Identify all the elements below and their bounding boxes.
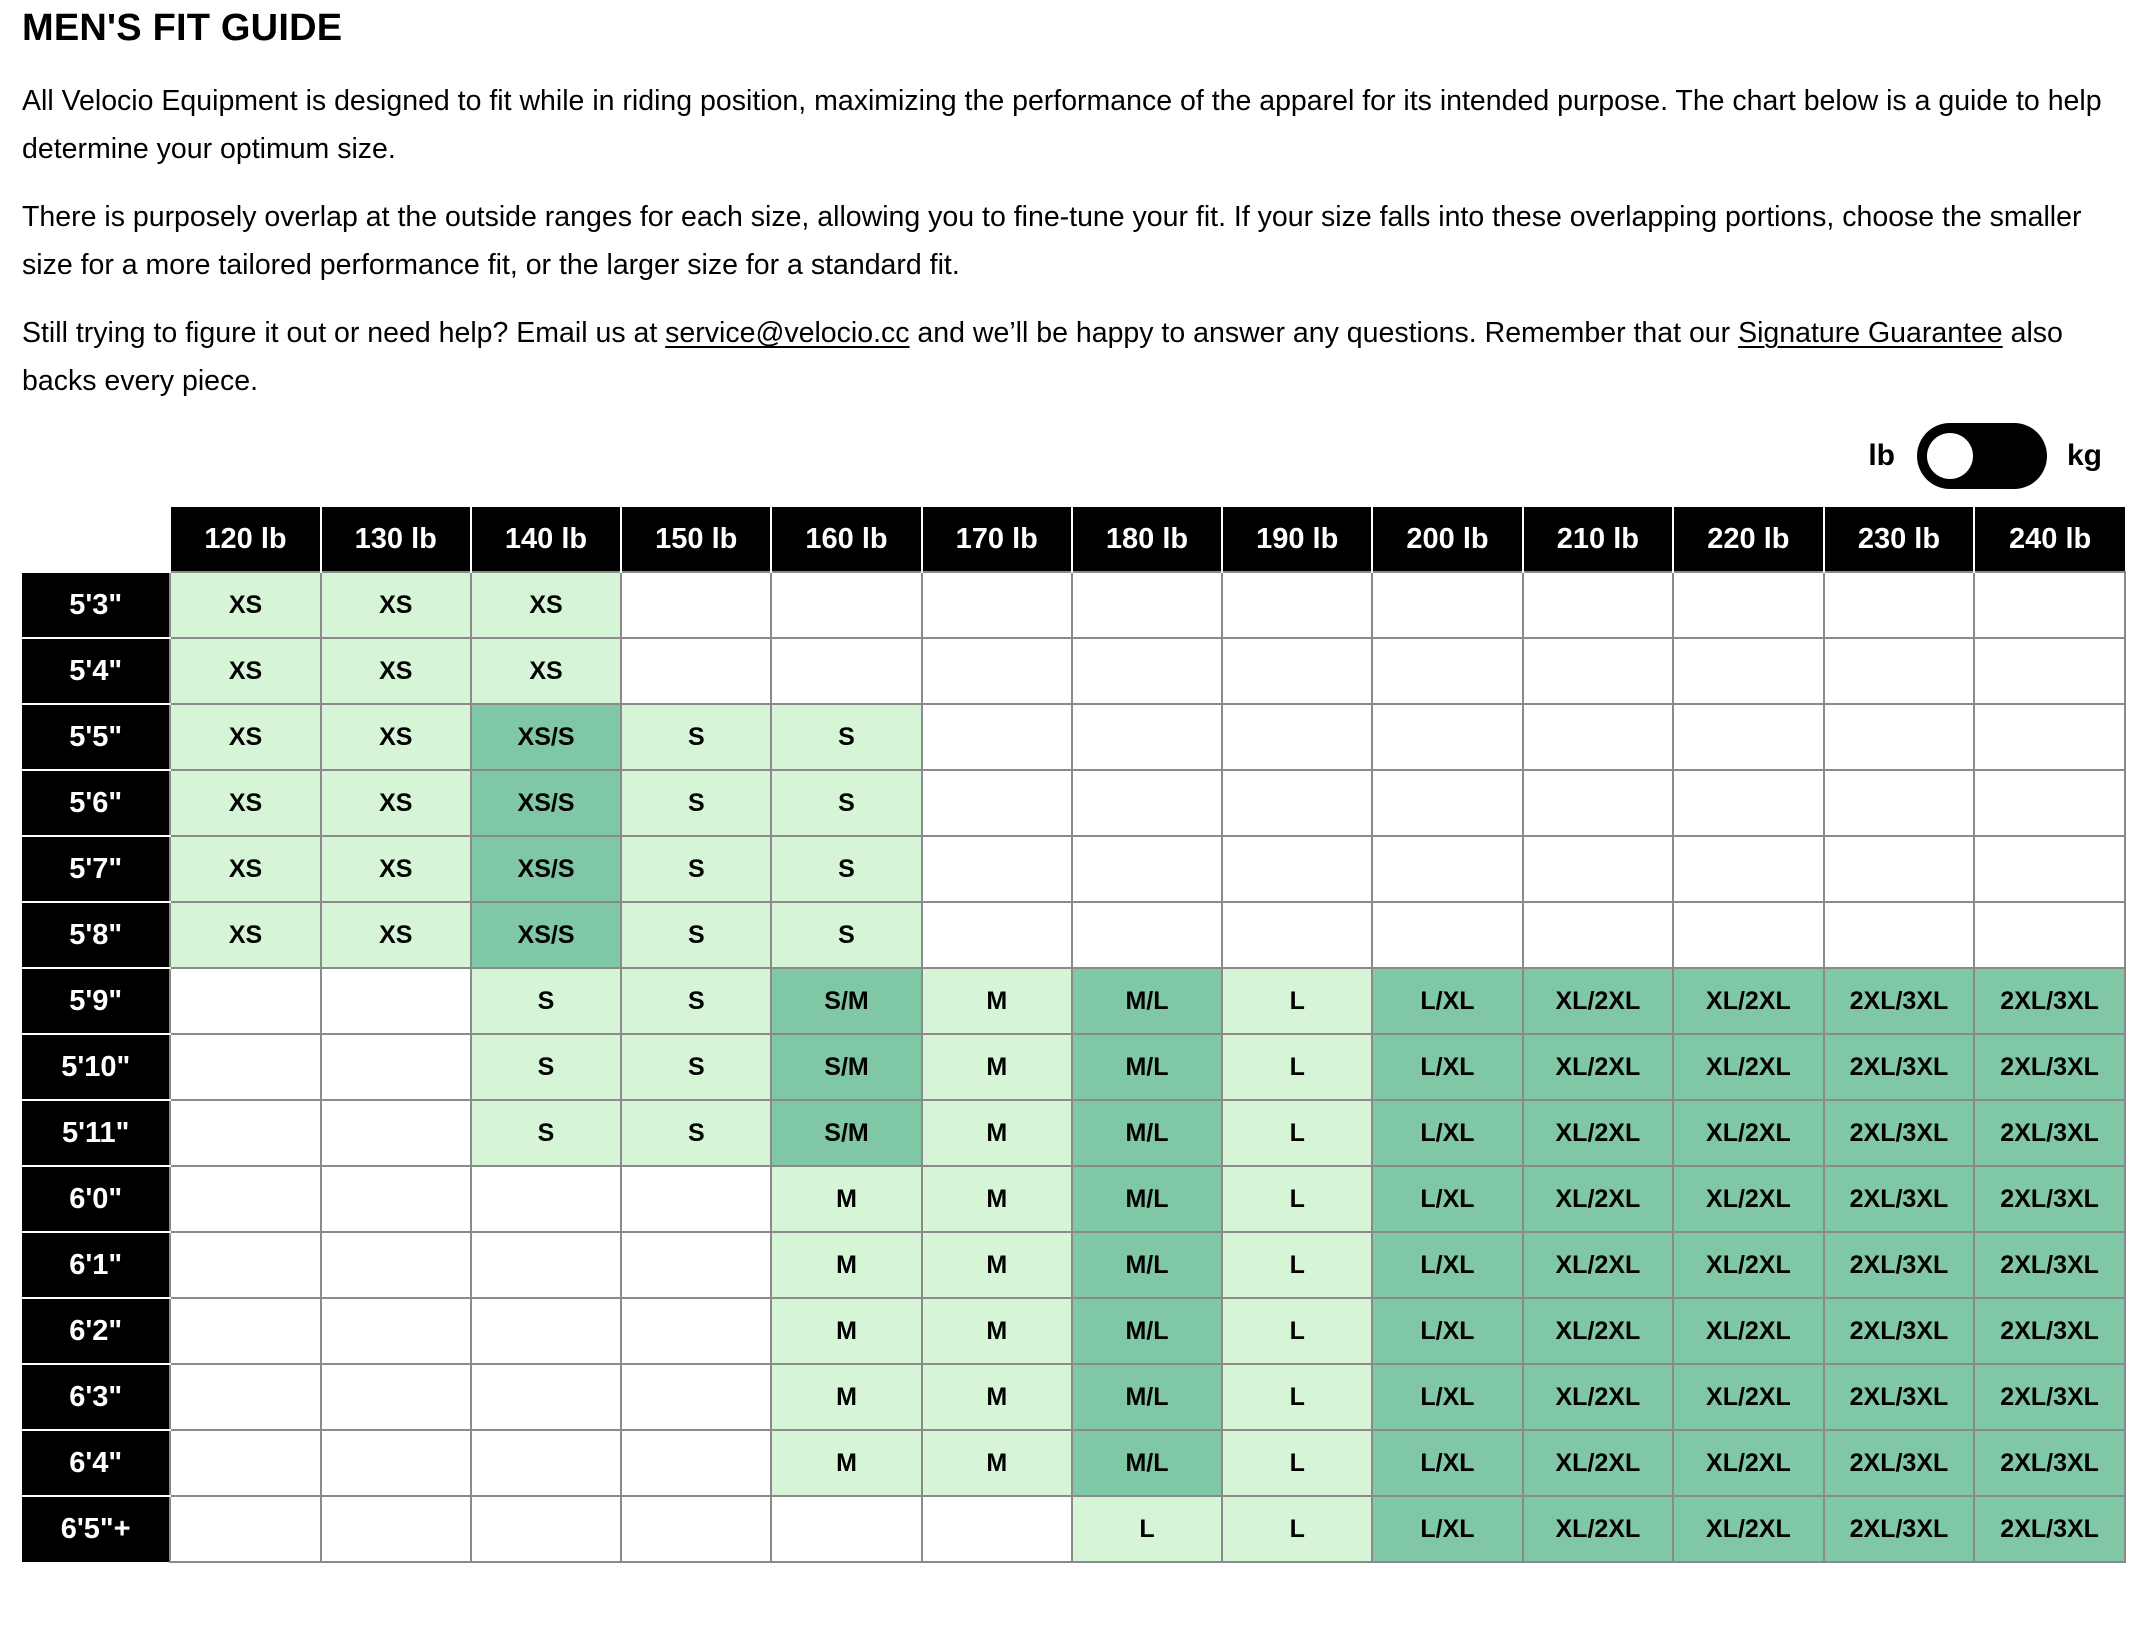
size-cell: M	[922, 968, 1072, 1034]
size-cell: XS/S	[471, 704, 621, 770]
page-title: MEN'S FIT GUIDE	[22, 7, 343, 49]
size-cell: 2XL/3XL	[1974, 1496, 2125, 1562]
signature-guarantee-link[interactable]: Signature Guarantee	[1738, 317, 2003, 349]
size-cell	[1072, 902, 1222, 968]
fit-guide-page	[22, 0, 2126, 1545]
height-row-header: 6'1"	[22, 1232, 170, 1298]
size-cell	[170, 1364, 320, 1430]
size-cell: XS	[321, 770, 471, 836]
size-cell	[1072, 638, 1222, 704]
height-row	[22, 902, 2125, 968]
size-cell	[321, 1430, 471, 1496]
size-cell	[1824, 836, 1975, 902]
size-cell	[1824, 770, 1975, 836]
size-cell: 2XL/3XL	[1974, 968, 2125, 1034]
size-cell: 2XL/3XL	[1824, 1232, 1975, 1298]
size-cell	[1974, 902, 2125, 968]
size-cell	[1222, 902, 1372, 968]
size-cell	[321, 1364, 471, 1430]
size-cell	[1222, 770, 1372, 836]
size-cell: M/L	[1072, 1166, 1222, 1232]
size-cell: M/L	[1072, 1298, 1222, 1364]
size-cell: XL/2XL	[1523, 1232, 1674, 1298]
size-cell	[1974, 704, 2125, 770]
size-cell: L	[1222, 1232, 1372, 1298]
table-corner	[22, 507, 170, 572]
size-cell	[170, 1034, 320, 1100]
height-row	[22, 638, 2125, 704]
overlap-paragraph: There is purposely overlap at the outside ranges for each size, allowing you to fine-tune your fit. If your size falls into these overlapping portions, choose the smaller size for a more tailored performance fit, or the larger size for a standard fit.	[22, 201, 2082, 281]
weight-column-header: 130 lb	[321, 507, 471, 572]
height-row-header: 5'8"	[22, 902, 170, 968]
size-cell	[1372, 836, 1522, 902]
size-cell: L/XL	[1372, 1034, 1522, 1100]
size-cell	[1824, 704, 1975, 770]
height-row-header: 6'0"	[22, 1166, 170, 1232]
size-cell	[771, 572, 921, 638]
weight-column-header: 160 lb	[771, 507, 921, 572]
size-cell: L/XL	[1372, 1166, 1522, 1232]
help-paragraph	[22, 309, 2112, 405]
size-cell	[922, 770, 1072, 836]
size-cell: M/L	[1072, 1430, 1222, 1496]
size-cell	[621, 1430, 771, 1496]
size-cell: S/M	[771, 1100, 921, 1166]
height-row	[22, 1232, 2125, 1298]
size-cell: M/L	[1072, 968, 1222, 1034]
weight-column-header: 200 lb	[1372, 507, 1522, 572]
size-cell	[471, 1430, 621, 1496]
weight-column-header: 140 lb	[471, 507, 621, 572]
size-cell	[1372, 770, 1522, 836]
size-cell	[170, 1298, 320, 1364]
help-text-end: also backs every piece.	[22, 317, 2063, 397]
size-cell	[170, 968, 320, 1034]
size-cell	[1673, 572, 1824, 638]
size-cell	[621, 1232, 771, 1298]
height-row	[22, 1430, 2125, 1496]
height-row	[22, 968, 2125, 1034]
size-chart-table	[22, 507, 2126, 1563]
size-cell	[1673, 770, 1824, 836]
size-cell: S	[621, 836, 771, 902]
size-cell: M	[922, 1166, 1072, 1232]
size-cell: XS	[321, 704, 471, 770]
size-cell	[1072, 572, 1222, 638]
size-cell: S	[771, 902, 921, 968]
size-cell	[1523, 638, 1674, 704]
size-cell	[621, 1364, 771, 1430]
size-cell: M/L	[1072, 1100, 1222, 1166]
size-cell: S	[621, 704, 771, 770]
size-cell: S	[471, 1034, 621, 1100]
size-cell: S	[471, 1100, 621, 1166]
height-row	[22, 1364, 2125, 1430]
size-cell: 2XL/3XL	[1974, 1430, 2125, 1496]
size-cell	[321, 1034, 471, 1100]
size-cell	[1523, 704, 1674, 770]
size-cell: L/XL	[1372, 1364, 1522, 1430]
height-row	[22, 836, 2125, 902]
height-row-header: 5'4"	[22, 638, 170, 704]
size-cell: XL/2XL	[1673, 1496, 1824, 1562]
size-cell	[321, 1232, 471, 1298]
size-cell	[621, 572, 771, 638]
height-row-header: 6'3"	[22, 1364, 170, 1430]
height-row	[22, 1166, 2125, 1232]
size-cell	[1673, 836, 1824, 902]
size-cell: 2XL/3XL	[1824, 1496, 1975, 1562]
unit-switch[interactable]	[1917, 423, 2047, 489]
weight-column-header: 230 lb	[1824, 507, 1975, 572]
size-cell	[1372, 572, 1522, 638]
size-cell	[170, 1430, 320, 1496]
height-row	[22, 1034, 2125, 1100]
size-cell	[922, 1496, 1072, 1562]
size-cell	[922, 704, 1072, 770]
size-cell: S/M	[771, 968, 921, 1034]
unit-toggle	[1868, 422, 2102, 490]
service-email-link[interactable]: service@velocio.cc	[665, 317, 910, 349]
size-cell: S	[621, 1100, 771, 1166]
size-cell: L	[1222, 1034, 1372, 1100]
size-cell: XL/2XL	[1523, 968, 1674, 1034]
size-cell	[621, 1166, 771, 1232]
height-row-header: 5'9"	[22, 968, 170, 1034]
size-cell	[922, 836, 1072, 902]
size-cell: 2XL/3XL	[1974, 1364, 2125, 1430]
size-cell: S	[771, 770, 921, 836]
height-row-header: 6'2"	[22, 1298, 170, 1364]
size-cell	[1824, 902, 1975, 968]
size-cell	[922, 572, 1072, 638]
size-cell: XS/S	[471, 836, 621, 902]
size-cell	[1824, 572, 1975, 638]
size-cell: XS	[170, 638, 320, 704]
size-cell: M/L	[1072, 1364, 1222, 1430]
size-cell	[471, 1232, 621, 1298]
size-cell: XL/2XL	[1523, 1034, 1674, 1100]
size-cell: XL/2XL	[1673, 1364, 1824, 1430]
size-cell: XS	[170, 902, 320, 968]
size-cell	[1222, 836, 1372, 902]
size-cell	[321, 968, 471, 1034]
size-cell	[1222, 638, 1372, 704]
size-cell: L	[1222, 1100, 1372, 1166]
size-cell: S	[771, 704, 921, 770]
size-cell: L	[1222, 1430, 1372, 1496]
size-cell: L/XL	[1372, 1496, 1522, 1562]
height-row-header: 5'3"	[22, 572, 170, 638]
height-row	[22, 1298, 2125, 1364]
size-cell: S	[621, 968, 771, 1034]
height-row	[22, 572, 2125, 638]
size-cell	[1974, 770, 2125, 836]
size-cell: XL/2XL	[1673, 1166, 1824, 1232]
size-cell: XS	[321, 902, 471, 968]
size-cell: L/XL	[1372, 1100, 1522, 1166]
size-cell	[1523, 770, 1674, 836]
size-cell: XS	[471, 572, 621, 638]
height-row-header: 5'11"	[22, 1100, 170, 1166]
size-cell: M	[771, 1430, 921, 1496]
height-row-header: 6'4"	[22, 1430, 170, 1496]
weight-column-header: 210 lb	[1523, 507, 1674, 572]
height-row	[22, 1496, 2125, 1562]
size-cell	[471, 1496, 621, 1562]
size-cell	[1824, 638, 1975, 704]
size-cell	[1222, 704, 1372, 770]
size-cell: XL/2XL	[1523, 1496, 1674, 1562]
size-cell	[1974, 836, 2125, 902]
size-cell: XS	[170, 770, 320, 836]
size-cell: XS	[170, 704, 320, 770]
weight-header-row	[22, 507, 2125, 572]
height-row-header: 5'7"	[22, 836, 170, 902]
size-cell	[771, 638, 921, 704]
size-cell: M	[922, 1232, 1072, 1298]
size-cell: 2XL/3XL	[1824, 1298, 1975, 1364]
size-cell	[170, 1100, 320, 1166]
weight-column-header: 120 lb	[170, 507, 320, 572]
size-cell	[922, 902, 1072, 968]
height-row	[22, 704, 2125, 770]
size-cell	[170, 1166, 320, 1232]
size-cell: XL/2XL	[1523, 1166, 1674, 1232]
weight-column-header: 170 lb	[922, 507, 1072, 572]
size-cell: XL/2XL	[1673, 1298, 1824, 1364]
size-cell: XS	[321, 638, 471, 704]
size-cell: 2XL/3XL	[1974, 1232, 2125, 1298]
size-cell: S	[471, 968, 621, 1034]
size-cell	[321, 1166, 471, 1232]
size-cell	[1673, 704, 1824, 770]
size-cell: L	[1222, 1364, 1372, 1430]
size-cell	[321, 1298, 471, 1364]
size-cell: M	[771, 1298, 921, 1364]
size-cell	[1072, 770, 1222, 836]
size-rows	[22, 572, 2125, 1562]
size-cell: XS	[170, 572, 320, 638]
size-cell	[621, 638, 771, 704]
unit-label-kg[interactable]: kg	[2066, 439, 2102, 472]
size-cell: XL/2XL	[1673, 1430, 1824, 1496]
unit-label-lb[interactable]: lb	[1868, 439, 1895, 472]
size-cell	[1222, 572, 1372, 638]
size-cell: S	[771, 836, 921, 902]
size-cell: 2XL/3XL	[1974, 1166, 2125, 1232]
size-cell: L	[1072, 1496, 1222, 1562]
size-cell	[471, 1166, 621, 1232]
size-cell: XL/2XL	[1523, 1364, 1674, 1430]
size-cell: XS	[170, 836, 320, 902]
size-cell: M	[922, 1034, 1072, 1100]
size-cell	[621, 1298, 771, 1364]
height-row-header: 5'5"	[22, 704, 170, 770]
weight-column-header: 150 lb	[621, 507, 771, 572]
weight-column-header: 220 lb	[1673, 507, 1824, 572]
size-cell	[771, 1496, 921, 1562]
size-cell	[1523, 902, 1674, 968]
size-cell: 2XL/3XL	[1974, 1100, 2125, 1166]
size-cell: 2XL/3XL	[1824, 968, 1975, 1034]
size-cell: S	[621, 902, 771, 968]
height-row-header: 5'10"	[22, 1034, 170, 1100]
size-cell: L/XL	[1372, 968, 1522, 1034]
size-cell: 2XL/3XL	[1824, 1166, 1975, 1232]
size-cell	[922, 638, 1072, 704]
size-cell: XL/2XL	[1673, 968, 1824, 1034]
size-cell: 2XL/3XL	[1824, 1034, 1975, 1100]
height-row-header: 5'6"	[22, 770, 170, 836]
size-cell	[1372, 704, 1522, 770]
weight-column-header: 180 lb	[1072, 507, 1222, 572]
size-cell: L	[1222, 1166, 1372, 1232]
size-cell	[170, 1496, 320, 1562]
size-cell: S	[621, 1034, 771, 1100]
height-row-header: 6'5"+	[22, 1496, 170, 1562]
size-cell: M	[922, 1430, 1072, 1496]
size-cell: M/L	[1072, 1034, 1222, 1100]
size-cell	[471, 1298, 621, 1364]
size-cell: 2XL/3XL	[1824, 1430, 1975, 1496]
size-cell: XS/S	[471, 770, 621, 836]
size-cell: XL/2XL	[1673, 1034, 1824, 1100]
weight-column-header: 240 lb	[1974, 507, 2125, 572]
size-cell	[1974, 638, 2125, 704]
size-cell: XS	[321, 572, 471, 638]
size-cell: M	[771, 1166, 921, 1232]
size-cell: 2XL/3XL	[1974, 1298, 2125, 1364]
size-cell	[321, 1496, 471, 1562]
size-cell: S/M	[771, 1034, 921, 1100]
help-text-middle: and we’ll be happy to answer any questions. Remember that our	[909, 317, 1739, 349]
size-cell: XS/S	[471, 902, 621, 968]
size-cell	[1372, 638, 1522, 704]
size-cell: M	[771, 1364, 921, 1430]
height-row	[22, 770, 2125, 836]
size-cell	[1072, 836, 1222, 902]
size-cell: XS	[471, 638, 621, 704]
size-cell: L/XL	[1372, 1430, 1522, 1496]
size-cell	[1372, 902, 1522, 968]
help-text-start: Still trying to figure it out or need help? Email us at	[22, 317, 666, 349]
size-cell: L/XL	[1372, 1232, 1522, 1298]
unit-switch-knob	[1927, 433, 1973, 479]
size-cell: XL/2XL	[1673, 1100, 1824, 1166]
size-cell	[621, 1496, 771, 1562]
size-cell	[170, 1232, 320, 1298]
size-cell: L/XL	[1372, 1298, 1522, 1364]
size-cell: M	[922, 1100, 1072, 1166]
size-cell	[1072, 704, 1222, 770]
size-cell: M	[771, 1232, 921, 1298]
size-cell: XL/2XL	[1523, 1430, 1674, 1496]
size-cell: M	[922, 1364, 1072, 1430]
height-row	[22, 1100, 2125, 1166]
size-cell	[1974, 572, 2125, 638]
size-cell: L	[1222, 1298, 1372, 1364]
size-cell: XL/2XL	[1523, 1100, 1674, 1166]
size-cell: XL/2XL	[1523, 1298, 1674, 1364]
size-cell	[471, 1364, 621, 1430]
size-cell: L	[1222, 968, 1372, 1034]
size-cell: 2XL/3XL	[1974, 1034, 2125, 1100]
weight-column-header: 190 lb	[1222, 507, 1372, 572]
size-cell: 2XL/3XL	[1824, 1100, 1975, 1166]
size-cell: M/L	[1072, 1232, 1222, 1298]
size-cell	[1673, 902, 1824, 968]
size-cell	[1523, 572, 1674, 638]
intro-paragraph: All Velocio Equipment is designed to fit while in riding position, maximizing the performance of the apparel for its intended purpose. The chart below is a guide to help determine your optimum size.	[22, 85, 2102, 165]
size-cell: L	[1222, 1496, 1372, 1562]
size-cell: M	[922, 1298, 1072, 1364]
size-cell	[1673, 638, 1824, 704]
size-cell: S	[621, 770, 771, 836]
size-cell	[321, 1100, 471, 1166]
size-cell: XS	[321, 836, 471, 902]
size-cell: XL/2XL	[1673, 1232, 1824, 1298]
size-cell: 2XL/3XL	[1824, 1364, 1975, 1430]
size-cell	[1523, 836, 1674, 902]
